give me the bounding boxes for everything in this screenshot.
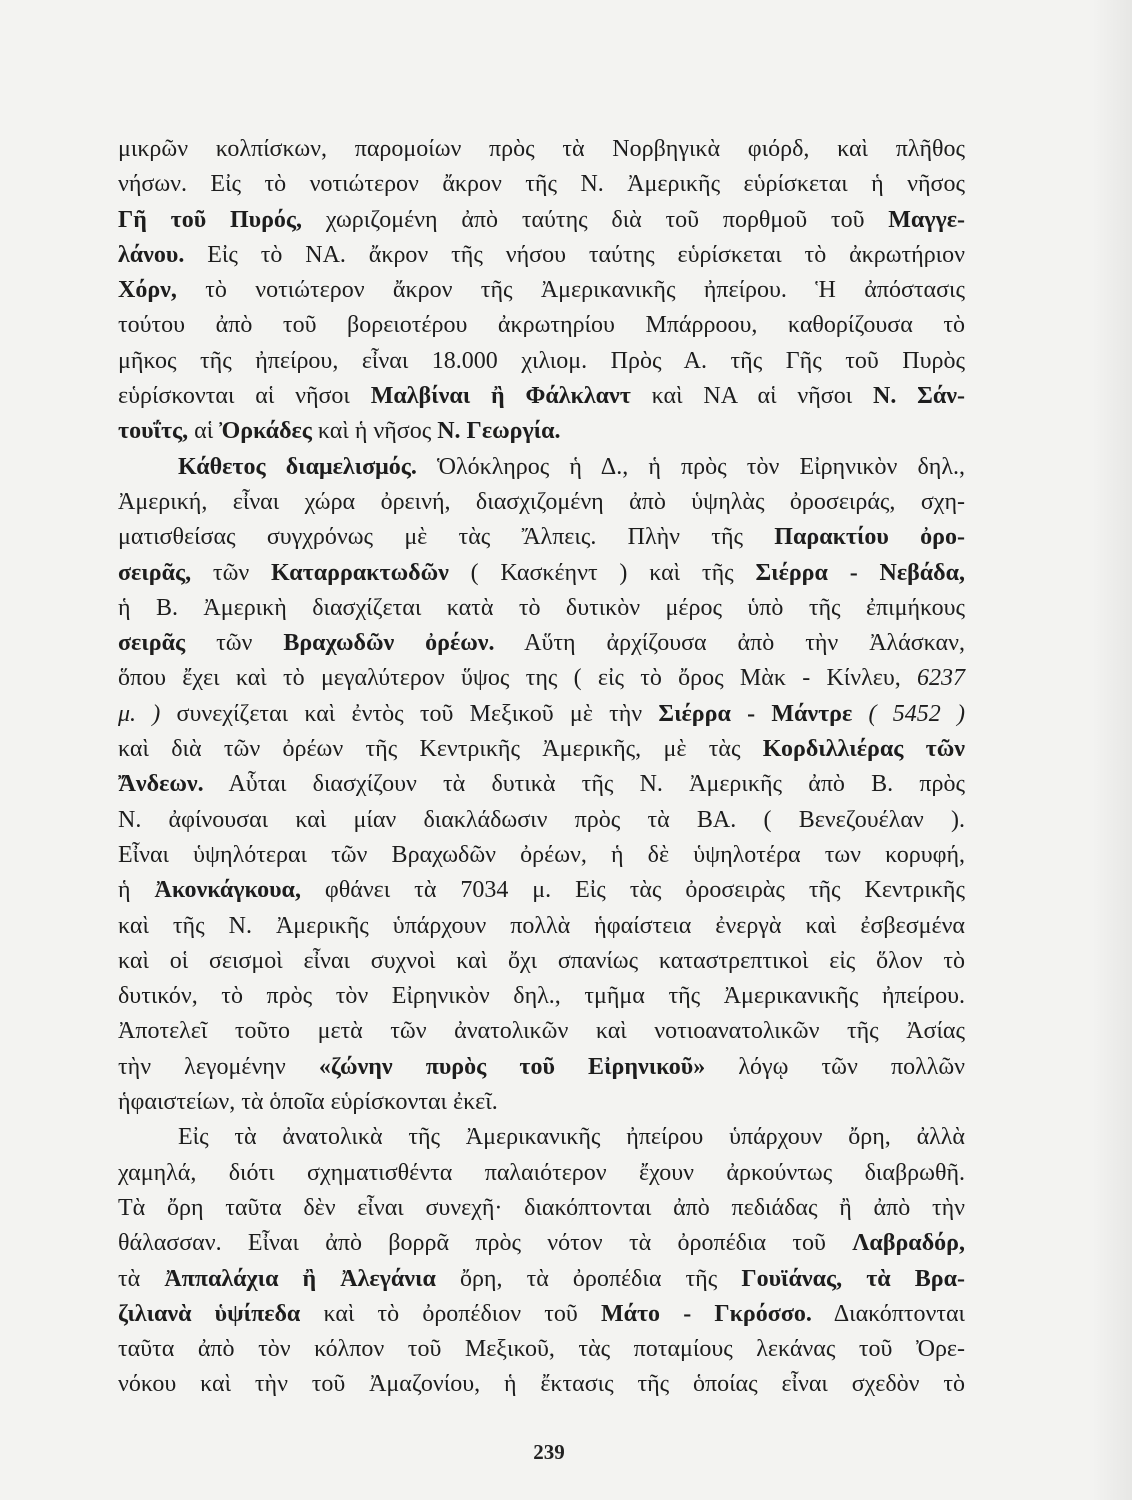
bold-term: Ἀππαλάχια ἢ Ἀλεγάνια bbox=[164, 1265, 436, 1292]
line-text: καὶ διὰ τῶν ὀρέων τῆς Κεντρικῆς Ἀμερικῆς, μὲ τὰς bbox=[118, 736, 763, 763]
text-line bbox=[118, 273, 965, 308]
line-text: ὄρη, τὰ ὀροπέδια τῆς bbox=[435, 1265, 742, 1292]
text-line bbox=[118, 909, 965, 944]
line-text: τὴν λεγομένην bbox=[118, 1053, 319, 1080]
line-text: θάλασσαν. Εἶναι ἀπὸ βορρᾶ πρὸς νότον τὰ ὀροπέδια τοῦ bbox=[118, 1230, 853, 1257]
bold-term: σειρᾶς, bbox=[118, 559, 192, 586]
text-line bbox=[118, 1191, 965, 1226]
line-text: καὶ τῆς Ν. Ἀμερικῆς ὑπάρχουν πολλὰ ἡφαίστεια ἐνεργὰ καὶ ἐσβεσμένα bbox=[118, 912, 965, 939]
text-line bbox=[118, 1262, 965, 1297]
text-line bbox=[118, 132, 965, 167]
line-text: τούτου ἀπὸ τοῦ βορειοτέρου ἀκρωτηρίου Μπάρροου, καθορίζουσα τὸ bbox=[118, 312, 965, 339]
page-number: 239 bbox=[533, 1440, 565, 1464]
bold-term: Γουϊάνας, τὰ Βρα- bbox=[741, 1265, 966, 1292]
line-text: φθάνει τὰ 7034 μ. Εἰς τὰς ὀροσειρὰς τῆς Κεντρικῆς bbox=[300, 877, 965, 904]
italic-figure: 6237 bbox=[917, 665, 965, 692]
line-text: Ἀποτελεῖ τοῦτο μετὰ τῶν ἀνατολικῶν καὶ νοτιοανατολικῶν τῆς Ἀσίας bbox=[118, 1018, 965, 1045]
line-text: Τὰ ὄρη ταῦτα δὲν εἶναι συνεχῆ· διακόπτονται ἀπὸ πεδιάδας ἢ ἀπὸ τὴν bbox=[118, 1194, 965, 1221]
line-text: καὶ τὸ ὀροπέδιον τοῦ bbox=[300, 1300, 601, 1327]
text-line bbox=[118, 626, 965, 661]
bold-term: Μαγγε- bbox=[888, 206, 965, 233]
line-text: Εἰς τὰ ἀνατολικὰ τῆς Ἀμερικανικῆς ἠπείρου ὑπάρχουν ὄρη, ἀλλὰ bbox=[178, 1124, 965, 1151]
text-line bbox=[118, 238, 965, 273]
text-line bbox=[118, 1297, 965, 1332]
bold-term: Γῆ τοῦ Πυρός, bbox=[118, 206, 303, 233]
text-line bbox=[118, 1332, 965, 1367]
text-line bbox=[118, 1156, 965, 1191]
line-text: δυτικόν, τὸ πρὸς τὸν Εἰρηνικὸν δηλ., τμῆμα τῆς Ἀμερικανικῆς ἠπείρου. bbox=[118, 983, 965, 1010]
text-line bbox=[118, 485, 965, 520]
bold-term: σειρᾶς bbox=[118, 630, 186, 657]
text-line bbox=[118, 591, 965, 626]
line-text: μικρῶν κολπίσκων, παρομοίων πρὸς τὰ Νορβηγικὰ φιόρδ, καὶ πλῆθος bbox=[118, 136, 965, 162]
line-text: ταῦτα ἀπὸ τὸν κόλπον τοῦ Μεξικοῦ, τὰς ποταμίους λεκάνας τοῦ Ὀρε- bbox=[118, 1336, 965, 1363]
line-text: Ὁλόκληρος ἡ Δ., ἡ πρὸς τὸν Εἰρηνικὸν δηλ., bbox=[416, 453, 965, 480]
text-line bbox=[118, 308, 965, 343]
text-line bbox=[118, 873, 965, 908]
bold-term: Ν. Γεωργία. bbox=[437, 418, 561, 445]
bold-term: Ν. Σάν- bbox=[873, 383, 965, 410]
line-text: συνεχίζεται καὶ ἐντὸς τοῦ Μεξικοῦ μὲ τὴν bbox=[160, 700, 659, 727]
text-line bbox=[118, 450, 965, 485]
text-line bbox=[118, 414, 965, 449]
text-line bbox=[118, 979, 965, 1014]
bold-term: τουΐτς, bbox=[118, 418, 189, 445]
line-text: Ἀμερική, εἶναι χώρα ὀρεινή, διασχιζομένη ἀπὸ ὑψηλὰς ὀροσειράς, σχη- bbox=[118, 488, 965, 515]
text-line bbox=[118, 803, 965, 838]
text-line bbox=[118, 1014, 965, 1049]
line-text: τῶν bbox=[191, 559, 272, 586]
bold-term: Παρακτίου ὀρο- bbox=[774, 524, 966, 551]
line-text: χωριζομένη ἀπὸ ταύτης διὰ τοῦ πορθμοῦ τοῦ bbox=[302, 206, 889, 233]
bold-term: Ἀκονκάγκουα, bbox=[154, 877, 301, 904]
text-line bbox=[118, 556, 965, 591]
line-text: αἱ bbox=[188, 418, 220, 445]
line-text: Διακόπτονται bbox=[811, 1300, 966, 1327]
line-text: Εἶναι ὑψηλότεραι τῶν Βραχωδῶν ὀρέων, ἡ δὲ ὑψηλοτέρα των κορυφή, bbox=[118, 841, 965, 868]
bold-term: Ἄνδεων. bbox=[118, 771, 204, 798]
line-text: ἡ bbox=[118, 877, 155, 904]
text-line bbox=[118, 661, 965, 696]
line-text: μῆκος τῆς ἠπείρου, εἶναι 18.000 χιλιομ. Πρὸς Α. τῆς Γῆς τοῦ Πυρὸς bbox=[118, 347, 965, 374]
bold-term: Μάτο - Γκρόσσο. bbox=[600, 1300, 812, 1327]
text-line bbox=[118, 1367, 965, 1402]
text-line bbox=[118, 767, 965, 802]
line-text: Αὕτη ἀρχίζουσα ἀπὸ τὴν Ἀλάσκαν, bbox=[494, 630, 965, 657]
bold-term: Μαλβίναι ἢ Φάλκλαντ bbox=[370, 383, 631, 410]
bold-term: ζιλιανὰ ὑψίπεδα bbox=[118, 1300, 301, 1327]
line-text: τὸ νοτιώτερον ἄκρον τῆς Ἀμερικανικῆς ἠπείρου. Ἡ ἀπόστασις bbox=[176, 277, 965, 304]
line-text: Ν. ἀφίνουσαι καὶ μίαν διακλάδωσιν πρὸς τὰ ΒΑ. ( Βενεζουέλαν ). bbox=[118, 806, 965, 833]
text-line bbox=[118, 344, 965, 379]
line-text: ἡφαιστείων, τὰ ὁποῖα εὑρίσκονται ἐκεῖ. bbox=[118, 1089, 498, 1116]
text-line bbox=[118, 1050, 965, 1085]
italic-figure: μ. ) bbox=[118, 700, 161, 727]
line-text: Αὗται διασχίζουν τὰ δυτικὰ τῆς Ν. Ἀμερικῆς ἀπὸ Β. πρὸς bbox=[203, 771, 965, 798]
text-line bbox=[118, 944, 965, 979]
bold-term: «ζώνην πυρὸς τοῦ Εἰρηνικοῦ» bbox=[318, 1053, 706, 1080]
text-line bbox=[118, 167, 965, 202]
text-line bbox=[118, 379, 965, 414]
text-line bbox=[118, 1226, 965, 1261]
line-text: νήσων. Εἰς τὸ νοτιώτερον ἄκρον τῆς Ν. Ἀμερικῆς εὑρίσκεται ἡ νῆσος bbox=[118, 171, 965, 198]
bold-term: Κορδιλλιέρας τῶν bbox=[762, 736, 965, 763]
line-text: ματισθείσας συγχρόνως μὲ τὰς Ἄλπεις. Πλὴν τῆς bbox=[118, 524, 775, 551]
bold-term: Βραχωδῶν ὀρέων. bbox=[283, 630, 495, 657]
text-line bbox=[118, 203, 965, 238]
line-text: λόγῳ τῶν πολλῶν bbox=[705, 1053, 966, 1080]
section-heading: Κάθετος διαμελισμός. bbox=[178, 453, 417, 480]
line-text: ( Κασκέηντ ) καὶ τῆς bbox=[448, 559, 756, 586]
bold-term: Ὀρκάδες bbox=[219, 418, 312, 445]
bold-term: Σιέρρα - Μάντρε bbox=[658, 700, 853, 727]
line-text: καὶ ἡ νῆσος bbox=[311, 418, 438, 445]
line-text: τῶν bbox=[185, 630, 284, 657]
line-text: ἡ Β. Ἀμερικὴ διασχίζεται κατὰ τὸ δυτικὸν μέρος ὑπὸ τῆς ἐπιμήκους bbox=[118, 594, 965, 621]
line-text: νόκου καὶ τὴν τοῦ Ἀμαζονίου, ἡ ἔκτασις τῆς ὁποίας εἶναι σχεδὸν τὸ bbox=[118, 1371, 965, 1398]
page-edge-shadow bbox=[1092, 0, 1132, 1500]
line-text: χαμηλά, διότι σχηματισθέντα παλαιότερον ἔχουν ἀρκούντως διαβρωθῆ. bbox=[118, 1159, 965, 1186]
text-line bbox=[118, 732, 965, 767]
bold-term: Χόρν, bbox=[118, 277, 177, 304]
text-line bbox=[118, 520, 965, 555]
line-text: καὶ ΝΑ αἱ νῆσοι bbox=[630, 383, 874, 410]
bold-term: λάνου. bbox=[118, 241, 185, 268]
line-text: ὅπου ἔχει καὶ τὸ μεγαλύτερον ὕψος της ( εἰς τὸ ὄρος Μὰκ - Κίνλευ, bbox=[118, 665, 917, 692]
text-line bbox=[118, 838, 965, 873]
italic-figure: ( 5452 ) bbox=[852, 700, 965, 727]
bold-term: Λαβραδόρ, bbox=[852, 1230, 965, 1257]
line-text: τὰ bbox=[118, 1265, 165, 1292]
bold-term: Σιέρρα - Νεβάδα, bbox=[755, 559, 965, 586]
text-line bbox=[118, 1120, 965, 1155]
page-body-text bbox=[118, 132, 965, 1403]
bold-term: Καταρρακτωδῶν bbox=[271, 559, 449, 586]
line-text: εὑρίσκονται αἱ νῆσοι bbox=[118, 383, 371, 410]
text-line bbox=[118, 697, 965, 732]
line-text: Εἰς τὸ ΝΑ. ἄκρον τῆς νήσου ταύτης εὑρίσκεται τὸ ἀκρωτήριον bbox=[184, 241, 965, 268]
text-line bbox=[118, 1085, 965, 1120]
line-text: καὶ οἱ σεισμοὶ εἶναι συχνοὶ καὶ ὄχι σπανίως καταστρεπτικοὶ εἰς ὅλον τὸ bbox=[118, 947, 965, 974]
